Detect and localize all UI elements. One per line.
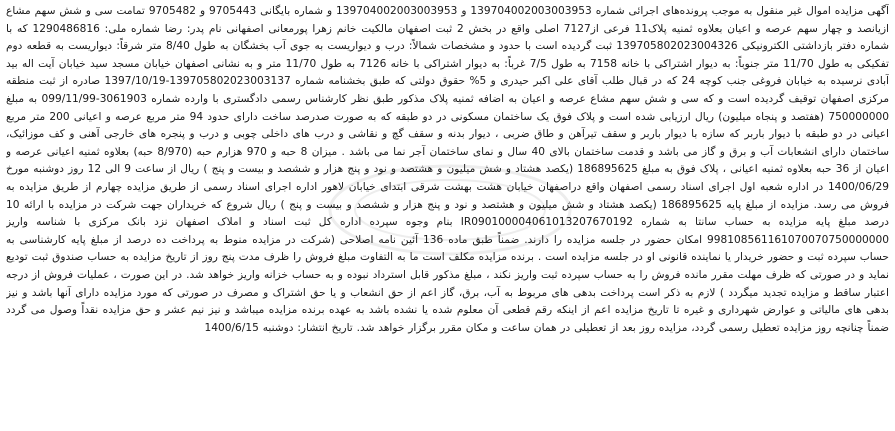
auction-notice — [6, 3, 889, 428]
notice-body: آگهی مزایده اموال غیر منقول به موجب پرونده‌های اجرائی شماره 139704002003003953 و 139704002003003953 و شماره بایگانی 9705443 و 9705482 تمامت سی و شش سهم مشاع ازیانصد و چهار سهم عرصه و اعیان بعلاوه ثمنیه پلاک11 فرعی از7127 اصلی واقع در بخش 2 ثبت اصفهان مالکیت خانم زهرا پورمعانی اصفهانی نام پدر: رضا شماره ملی: 1290486816 که با شماره دفتر بازداشتی الکترونیکی 139705802023004326 ثبت گردیده است با حدود و مشخصات شمالاً: درب و دیواریست به جوی آب بخشگان به طول 8/40 متر شرقاً: دیواریست به قطعه دوم تفکیکی به طول 11/70 متر جنوباً: به دیوار اشتراکی با خانه 7158 به طول 7/5 غرباً: به دیوار اشتراکی با خانه 7126 به طول 11/70 متر و به نشانی اصفهان خیابان مسجد سید خیابان آیت اله بید آبادی نرسیده به خیابان فروغی جنب کوچه 24 که در قبال طلب آقای علی اکبر حیدری و 5% حقوق دولتی که طبق بخشنامه شماره 139705802023003137-1397/10/19 صادره از ثبت منطقه مرکزی اصفهان توقیف گردیده است و که سی و شش سهم مشاع عرصه و اعیان به اضافه ثمنیه پلاک مذکور طبق نظر کارشناس رسمی دادگستری با وارده شماره 3061903-099/11/99 به مبلغ 750000000 (هفتصد و پنجاه میلیون) ریال ارزیابی شده است و پلاک فوق یک ساختمان مسکونی در دو طبقه که به صورت صدرصد ساخت دارای حدود 94 متر مربع عرصه و اعیانی 200 متر مربع اعیانی در دو طبقه با دیوار باربر که سازه با دیوار باربر و سقف تیرآهن و طاق ضربی ، دیوار بدنه و سقف گچ و نقاشی و درب های داخلی چوبی و درب و پنجره های خارجی آهنی و کف موزائیک، ساختمان دارای انشعابات آب و برق و گاز می باشد و قدمت ساختمان بالای 40 سال و نمای ساختمان آجر نما می باشد . میزان 8 حبه و 970 هزارم حبه (8/970 حبه) بعلاوه ثمنیه اعیانی عرصه و اعیان از 36 حبه بعلاوه ثمنیه اعیانی ، پلاک فوق به مبلغ 186895625 (یکصد هشتاد و شش میلیون و هشتصد و نود و پنج هزار و ششصد و بیست و پنج ) ریال از ساعت 9 الی 12 روز دوشنبه مورخ 1400/06/29 در اداره شعبه اول اجرای اسناد رسمی اصفهان واقع دراصفهان خیابان هشت بهشت شرقی ابتدای خیابان لاهور اداره اجرای اسناد رسمی از طریق مزایده چهارم از طریق مزایده به فروش می رسد. مزایده از مبلغ پایه 186895625 (یکصد هشتاد و شش میلیون و هشتصد و نود و پنج هزار و ششصد و بیست و پنج ) ریال شروع که خریداران جهت شرکت در مزایده با ارائه 10 درصد مبلغ پایه مزایده به حساب سانتا به شماره IR090100004061013207670192 بنام وجوه سپرده اداره کل ثبت اسناد و املاک اصفهان نزد بانک مرکزی با شناسه واریز 998108561161070070750000000 امکان حضور در جلسه مزایده را دارند. ضمناً طبق ماده 136 آئین نامه اصلاحی (شرکت در مزایده منوط به پرداخت ده درصد از مبلغ پایه کارشناسی به حساب سپرده ثبت و حضور خریدار یا نماینده قانونی او در جلسه مزایده است . برنده مزایده مکلف است ما به التفاوت مبلغ فروش را ظرف مدت پنج روز از تاریخ مزایده به حساب صندوق ثبت تودیع نماید و در صورتی که ظرف مهلت مقرر مانده فروش را به حساب سپرده ثبت واریز نکند ، مبلغ مذکور قابل استرداد نبوده و به حساب خزانه واریز خواهد شد. در این صورت ، عملیات فروش از درجه اعتبار ساقط و مزایده تجدید میگردد ) لازم به ذکر است پرداخت بدهی های مربوط به آب، برق، گاز اعم از حق انشعاب و یا حق اشتراک و مصرف در صورتی که مورد مزایده دارای آنها باشد و نیز بدهی های مالیاتی و عوارض شهرداری و غیره تا تاریخ مزایده اعم از اینکه رقم قطعی آن معلوم شده یا نشده باشد به عهده برنده مزایده میباشد و نیز نیم عشر و حق مزایده نقداً وصول می گردد ضمناً چنانچه روز مزایده تعطیل رسمی گردد، مزایده روز بعد از تعطیلی در همان ساعت و مکان مقرر برگزار خواهد شد. تاریخ انتشار: دوشنبه 1400/6/15 — [6, 5, 889, 334]
